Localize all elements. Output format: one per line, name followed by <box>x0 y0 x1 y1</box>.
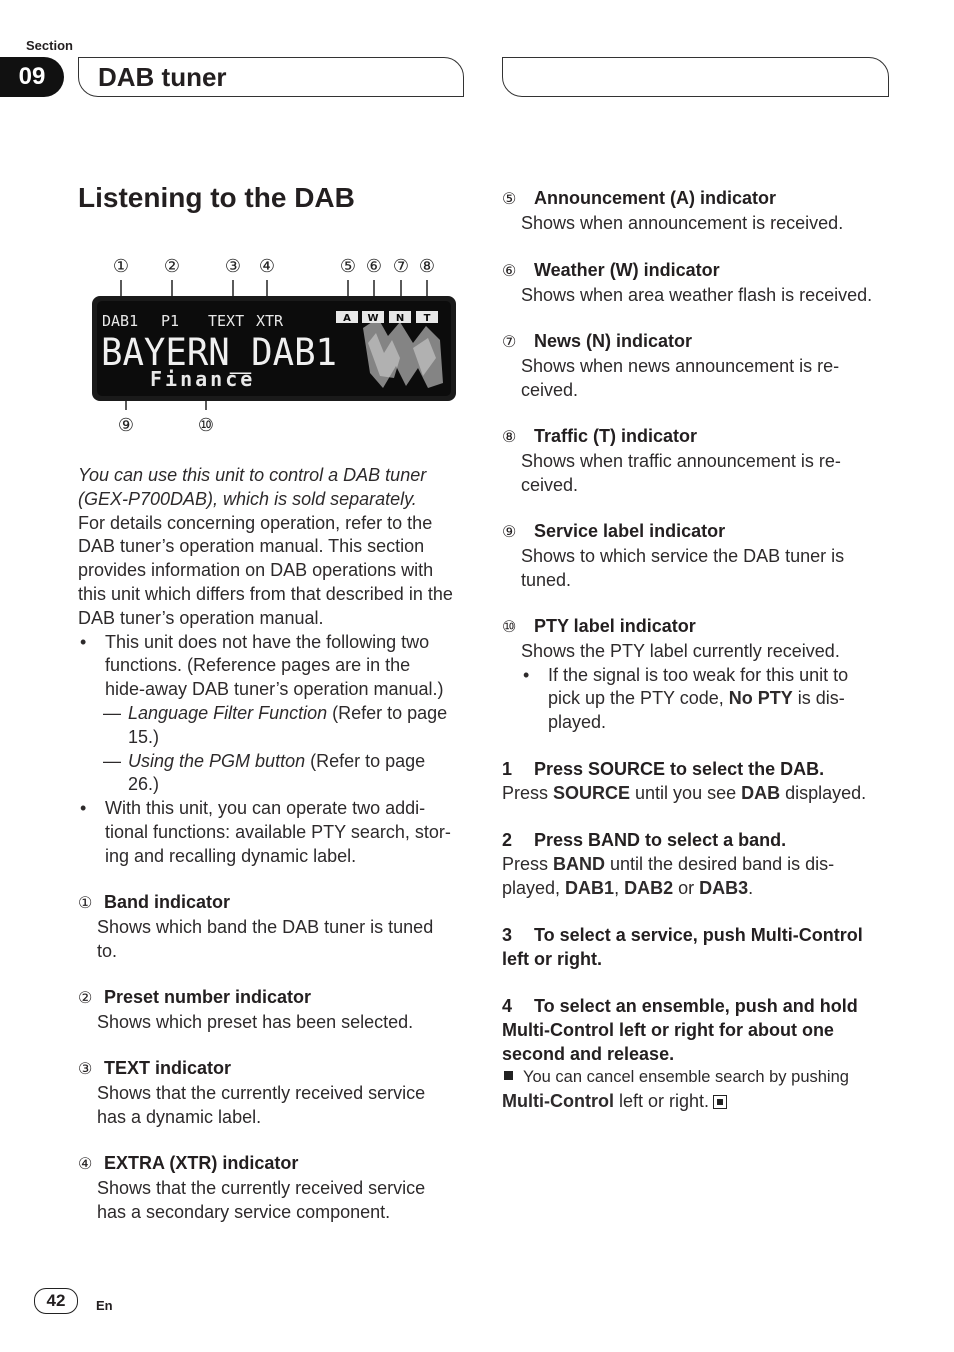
indicator-item-4: ④ EXTRA (XTR) indicator Shows that the currently received service has a secondary service component. <box>78 1153 426 1222</box>
display-band: DAB1 <box>102 312 139 330</box>
intro-body: For details concerning operation, refer to the DAB tuner’s operation manual. This section provides information on DAB operations with this unit which differs from that described in the DAB tuner’s operation manual. <box>78 512 453 628</box>
end-mark-icon <box>713 1095 727 1109</box>
bullet-item: • If the signal is too weak for this unit to pick up the PTY code, No PTY is dis- played. <box>523 664 849 733</box>
intro-block <box>78 464 463 869</box>
step-1: 1 Press SOURCE to select the DAB. Press SOURCE until you see DAB displayed. <box>502 759 867 803</box>
chapter-title-box <box>78 57 464 97</box>
display-t-indicator: T <box>423 313 431 324</box>
display-w-indicator: W <box>367 313 379 324</box>
callout-2: ② <box>163 256 181 277</box>
callout-4: ④ <box>258 256 276 277</box>
step-2: 2 Press BAND to select a band. Press BAND until the desired band is dis- played, DAB1, DAB2 or DAB3. <box>502 830 835 898</box>
dash-item: — Language Filter Function (Refer to page 15.) <box>103 702 448 747</box>
indicator-item-3: ③ TEXT indicator Shows that the currently received service has a dynamic label. <box>78 1058 426 1127</box>
indicator-item-1: ① Band indicator Shows which band the DAB tuner is tuned to. <box>78 892 434 961</box>
section-number-tab: 09 <box>0 57 64 97</box>
callout-9: ⑨ <box>117 415 135 436</box>
step-3: 3 To select a service, push Multi-Control left or right. <box>502 925 863 969</box>
section-label: Section <box>26 38 73 53</box>
indicator-item-6: ⑥ Weather (W) indicator Shows when area weather flash is received. <box>502 260 873 305</box>
display-n-indicator: N <box>395 313 405 324</box>
page-number: 42 <box>34 1288 78 1314</box>
callout-8: ⑧ <box>418 256 436 277</box>
step-4: 4 To select an ensemble, push and hold Multi-Control left or right for about one second and release. You can cancel ensemble search by pushing Multi-Control left or right. <box>502 996 858 1112</box>
square-bullet-icon <box>504 1071 513 1080</box>
callout-6: ⑥ <box>365 256 383 277</box>
callout-1: ① <box>112 256 130 277</box>
indicator-item-7: ⑦ News (N) indicator Shows when news announcement is re- ceived. <box>502 331 840 400</box>
display-pty-label: Finance <box>150 367 256 391</box>
bullet-item: • This unit does not have the following two functions. (Reference pages are in the hide-away DAB tuner’s operation manual.) <box>80 631 444 700</box>
callout-3: ③ <box>224 256 242 277</box>
display-service-label: BAYERN_DAB1 <box>101 331 347 374</box>
page-title: Listening to the DAB <box>78 182 355 213</box>
callout-5: ⑤ <box>339 256 357 277</box>
dab-display-figure <box>78 248 468 443</box>
chapter-title: DAB tuner <box>98 61 227 92</box>
indicator-item-9: ⑨ Service label indicator Shows to which service the DAB tuner is tuned. <box>502 521 845 590</box>
dash-item: — Using the PGM button (Refer to page 26.) <box>103 750 426 795</box>
intro-italic: You can use this unit to control a DAB tuner (GEX-P700DAB), which is sold separately. <box>78 465 427 509</box>
language-label: En <box>96 1298 113 1313</box>
display-xtr-indicator: XTR <box>256 312 284 330</box>
callout-10: ⑩ <box>197 415 215 436</box>
indicator-item-8: ⑧ Traffic (T) indicator Shows when traffic announcement is re- ceived. <box>502 426 841 495</box>
display-a-indicator: A <box>343 313 351 324</box>
display-preset: P1 <box>161 312 180 330</box>
indicator-item-5: ⑤ Announcement (A) indicator Shows when announcement is received. <box>502 188 844 233</box>
empty-header-box <box>502 57 889 97</box>
display-text-indicator: TEXT <box>208 312 245 330</box>
callout-7: ⑦ <box>392 256 410 277</box>
indicator-item-10: ⑩ PTY label indicator Shows the PTY label currently received. • If the signal is too weak for this unit to pick up the PTY code, No PTY is dis- played. <box>502 615 887 735</box>
indicator-item-2: ② Preset number indicator Shows which preset has been selected. <box>78 987 414 1032</box>
bullet-item: • With this unit, you can operate two addi- tional functions: available PTY search, stor- ing and recalling dynamic label. <box>80 798 451 866</box>
